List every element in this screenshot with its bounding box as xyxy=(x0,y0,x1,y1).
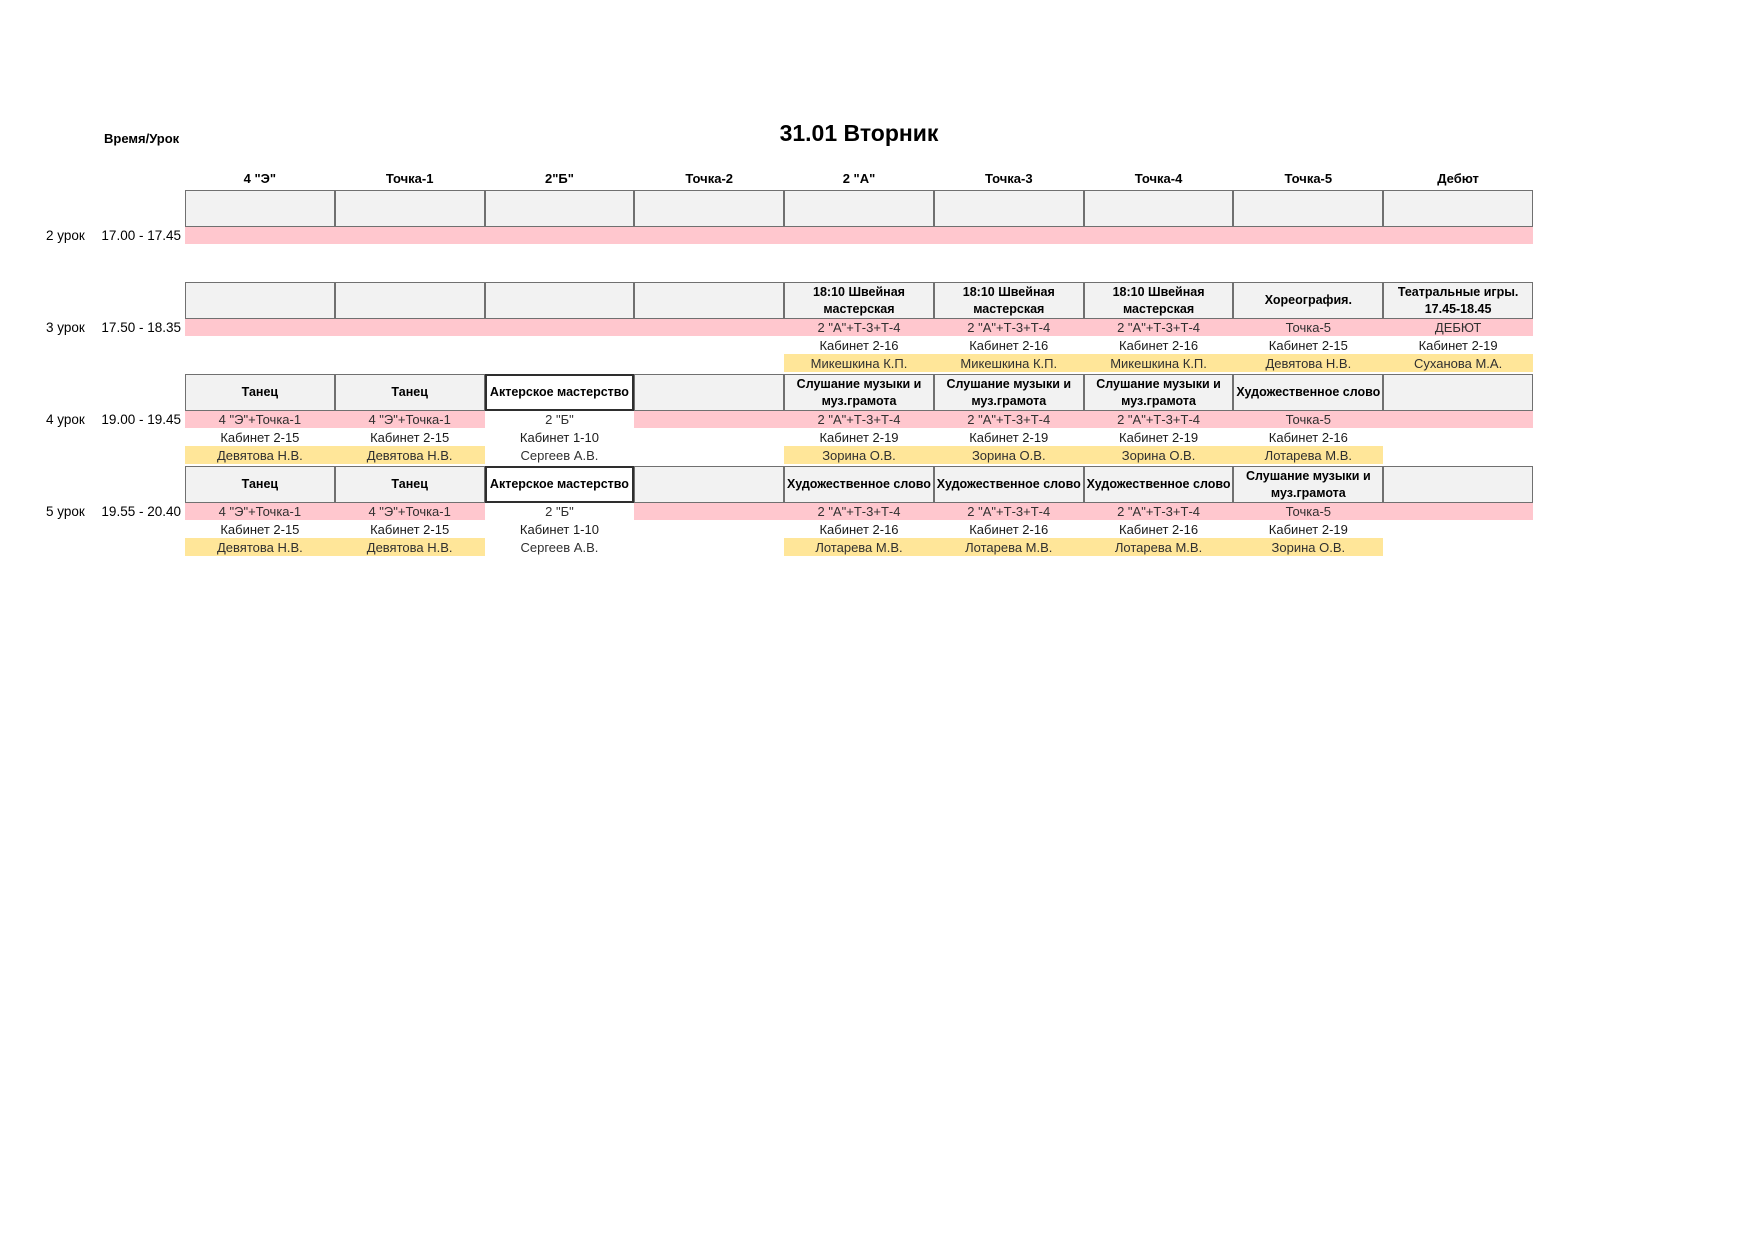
group-cell: 2 "А"+Т-3+Т-4 xyxy=(784,319,934,336)
teacher-cell xyxy=(634,446,784,464)
lesson-label: 3 урок xyxy=(46,320,85,335)
subject-cell: Художественное слово xyxy=(1084,466,1234,503)
teacher-cell: Девятова Н.В. xyxy=(185,538,335,556)
room-cell: Кабинет 2-16 xyxy=(819,521,899,537)
subject-cell: Художественное слово xyxy=(784,466,934,503)
subject-cell: 18:10 Швейная мастерская xyxy=(1084,282,1234,319)
subject-cell xyxy=(634,374,784,411)
group-cell: 4 "Э"+Точка-1 xyxy=(335,503,485,520)
section-gap xyxy=(185,244,1533,282)
group-cell: 2 "А"+Т-3+Т-4 xyxy=(1084,319,1234,336)
room-cell xyxy=(335,336,485,354)
teacher-cell: Суханова М.А. xyxy=(1383,354,1533,372)
group-cell xyxy=(634,319,784,336)
group-cell xyxy=(335,319,485,336)
teacher-cell: Девятова Н.В. xyxy=(185,446,335,464)
room-cell xyxy=(1383,520,1533,538)
schedule-table xyxy=(46,171,1533,556)
teacher-cell: Сергеев А.В. xyxy=(485,446,635,464)
room-cell: Кабинет 2-19 xyxy=(969,429,1049,445)
lesson-block xyxy=(46,282,1533,372)
column-header: Точка-3 xyxy=(984,171,1033,186)
subject-cell: Танец xyxy=(185,374,335,411)
group-cell xyxy=(185,319,335,336)
subject-cell xyxy=(335,190,485,227)
room-cell xyxy=(185,336,335,354)
room-cell xyxy=(485,336,635,354)
subject-cell xyxy=(185,282,335,319)
group-cell: ДЕБЮТ xyxy=(1383,319,1533,336)
lesson-row-label xyxy=(46,227,181,244)
room-cell: Кабинет 2-16 xyxy=(1119,521,1199,537)
group-cell: 4 "Э"+Точка-1 xyxy=(185,411,335,428)
subject-cell: Танец xyxy=(185,466,335,503)
subject-cell: Художественное слово xyxy=(1233,374,1383,411)
group-cell: 2 "А"+Т-3+Т-4 xyxy=(1084,503,1234,520)
column-header: Точка-4 xyxy=(1134,171,1183,186)
room-cell: Кабинет 2-16 xyxy=(1268,429,1348,445)
subject-cell xyxy=(634,190,784,227)
teacher-cell xyxy=(1383,538,1533,556)
subject-cell xyxy=(634,466,784,503)
teacher-cell: Микешкина К.П. xyxy=(784,354,934,372)
group-cell: 2 "А"+Т-3+Т-4 xyxy=(1084,411,1234,428)
teacher-cell xyxy=(634,354,784,372)
subject-cell: 18:10 Швейная мастерская xyxy=(934,282,1084,319)
group-cell: 2 "Б" xyxy=(485,411,635,428)
room-cell xyxy=(634,520,784,538)
subject-cell: Слушание музыки и муз.грамота xyxy=(934,374,1084,411)
teacher-cell: Лотарева М.В. xyxy=(1084,538,1234,556)
room-cell: Кабинет 2-16 xyxy=(969,521,1049,537)
corner-label: Время/Урок xyxy=(104,131,180,146)
subject-cell xyxy=(185,190,335,227)
lesson-label: 5 урок xyxy=(46,504,85,519)
group-cell: 2 "А"+Т-3+Т-4 xyxy=(784,503,934,520)
group-cell: Точка-5 xyxy=(1233,503,1383,520)
subject-cell: Актерское мастерство xyxy=(485,374,635,411)
teacher-cell xyxy=(335,354,485,372)
column-header-row xyxy=(185,171,1533,187)
subject-cell: Танец xyxy=(335,374,485,411)
group-cell: Точка-5 xyxy=(1233,319,1383,336)
column-header: Точка-5 xyxy=(1284,171,1333,186)
room-cell: Кабинет 2-15 xyxy=(220,521,300,537)
subject-cell: Слушание музыки и муз.грамота xyxy=(1233,466,1383,503)
group-cell xyxy=(1084,227,1234,244)
lesson-row-label xyxy=(46,503,181,520)
group-cell: 2 "Б" xyxy=(485,503,635,520)
subject-cell xyxy=(1233,190,1383,227)
teacher-cell xyxy=(634,538,784,556)
subject-cell: 18:10 Швейная мастерская xyxy=(784,282,934,319)
teacher-cell: Девятова Н.В. xyxy=(1233,354,1383,372)
column-header: 4 "Э" xyxy=(243,171,277,186)
group-cell xyxy=(1383,411,1533,428)
subject-cell: Хореография. xyxy=(1233,282,1383,319)
lesson-time: 17.00 - 17.45 xyxy=(101,228,181,243)
room-cell: Кабинет 2-15 xyxy=(1268,337,1348,353)
group-cell: 2 "А"+Т-3+Т-4 xyxy=(934,503,1084,520)
group-cell xyxy=(485,227,635,244)
teacher-cell: Зорина О.В. xyxy=(1233,538,1383,556)
teacher-cell: Сергеев А.В. xyxy=(485,538,635,556)
room-cell xyxy=(1383,428,1533,446)
lesson-block xyxy=(46,374,1533,464)
group-cell xyxy=(185,227,335,244)
group-cell xyxy=(485,319,635,336)
subject-cell xyxy=(934,190,1084,227)
column-header: Точка-2 xyxy=(685,171,734,186)
lesson-time: 17.50 - 18.35 xyxy=(101,320,181,335)
room-cell: Кабинет 2-19 xyxy=(819,429,899,445)
teacher-cell: Зорина О.В. xyxy=(934,446,1084,464)
teacher-cell xyxy=(485,354,635,372)
room-cell: Кабинет 2-15 xyxy=(370,429,450,445)
group-cell xyxy=(634,227,784,244)
subject-cell: Танец xyxy=(335,466,485,503)
teacher-cell: Девятова Н.В. xyxy=(335,446,485,464)
subject-cell: Театральные игры. 17.45-18.45 xyxy=(1383,282,1533,319)
room-cell: Кабинет 2-19 xyxy=(1418,337,1498,353)
subject-cell xyxy=(1383,466,1533,503)
teacher-cell xyxy=(1383,446,1533,464)
group-cell: 2 "А"+Т-3+Т-4 xyxy=(934,319,1084,336)
subject-cell xyxy=(1084,190,1234,227)
lesson-row-label xyxy=(46,411,181,428)
group-cell xyxy=(1233,227,1383,244)
subject-cell: Слушание музыки и муз.грамота xyxy=(1084,374,1234,411)
column-header: Точка-1 xyxy=(385,171,434,186)
teacher-cell: Зорина О.В. xyxy=(1084,446,1234,464)
subject-cell xyxy=(335,282,485,319)
group-cell xyxy=(634,411,784,428)
subject-cell xyxy=(634,282,784,319)
lesson-label: 4 урок xyxy=(46,412,85,427)
group-cell xyxy=(784,227,934,244)
group-cell: 2 "А"+Т-3+Т-4 xyxy=(934,411,1084,428)
lesson-block xyxy=(46,466,1533,556)
teacher-cell: Лотарева М.В. xyxy=(934,538,1084,556)
lesson-time: 19.55 - 20.40 xyxy=(101,504,181,519)
group-cell: 2 "А"+Т-3+Т-4 xyxy=(784,411,934,428)
lesson-block xyxy=(46,190,1533,244)
room-cell: Кабинет 2-16 xyxy=(969,337,1049,353)
subject-cell xyxy=(1383,190,1533,227)
subject-cell: Художественное слово xyxy=(934,466,1084,503)
lesson-label: 2 урок xyxy=(46,228,85,243)
group-cell: Точка-5 xyxy=(1233,411,1383,428)
column-header: 2"Б" xyxy=(544,171,574,186)
group-cell xyxy=(634,503,784,520)
lesson-row-label xyxy=(46,319,181,336)
group-cell xyxy=(1383,227,1533,244)
column-header: Дебют xyxy=(1437,171,1479,186)
group-cell xyxy=(335,227,485,244)
room-cell: Кабинет 1-10 xyxy=(519,521,599,537)
room-cell: Кабинет 2-15 xyxy=(220,429,300,445)
page-title: 31.01 Вторник xyxy=(779,120,939,146)
subject-cell: Слушание музыки и муз.грамота xyxy=(784,374,934,411)
teacher-cell: Микешкина К.П. xyxy=(1084,354,1234,372)
group-cell: 4 "Э"+Точка-1 xyxy=(185,503,335,520)
room-cell: Кабинет 2-19 xyxy=(1268,521,1348,537)
subject-cell xyxy=(1383,374,1533,411)
room-cell: Кабинет 2-15 xyxy=(370,521,450,537)
subject-cell xyxy=(485,282,635,319)
group-cell xyxy=(934,227,1084,244)
group-cell xyxy=(1383,503,1533,520)
teacher-cell: Лотарева М.В. xyxy=(1233,446,1383,464)
teacher-cell xyxy=(185,354,335,372)
room-cell xyxy=(634,336,784,354)
group-cell: 4 "Э"+Точка-1 xyxy=(335,411,485,428)
room-cell: Кабинет 1-10 xyxy=(519,429,599,445)
lesson-time: 19.00 - 19.45 xyxy=(101,412,181,427)
teacher-cell: Девятова Н.В. xyxy=(335,538,485,556)
teacher-cell: Зорина О.В. xyxy=(784,446,934,464)
room-cell xyxy=(634,428,784,446)
room-cell: Кабинет 2-16 xyxy=(1119,337,1199,353)
teacher-cell: Лотарева М.В. xyxy=(784,538,934,556)
room-cell: Кабинет 2-16 xyxy=(819,337,899,353)
room-cell: Кабинет 2-19 xyxy=(1119,429,1199,445)
column-header: 2 "А" xyxy=(842,171,876,186)
subject-cell xyxy=(485,190,635,227)
teacher-cell: Микешкина К.П. xyxy=(934,354,1084,372)
subject-cell xyxy=(784,190,934,227)
subject-cell: Актерское мастерство xyxy=(485,466,635,503)
